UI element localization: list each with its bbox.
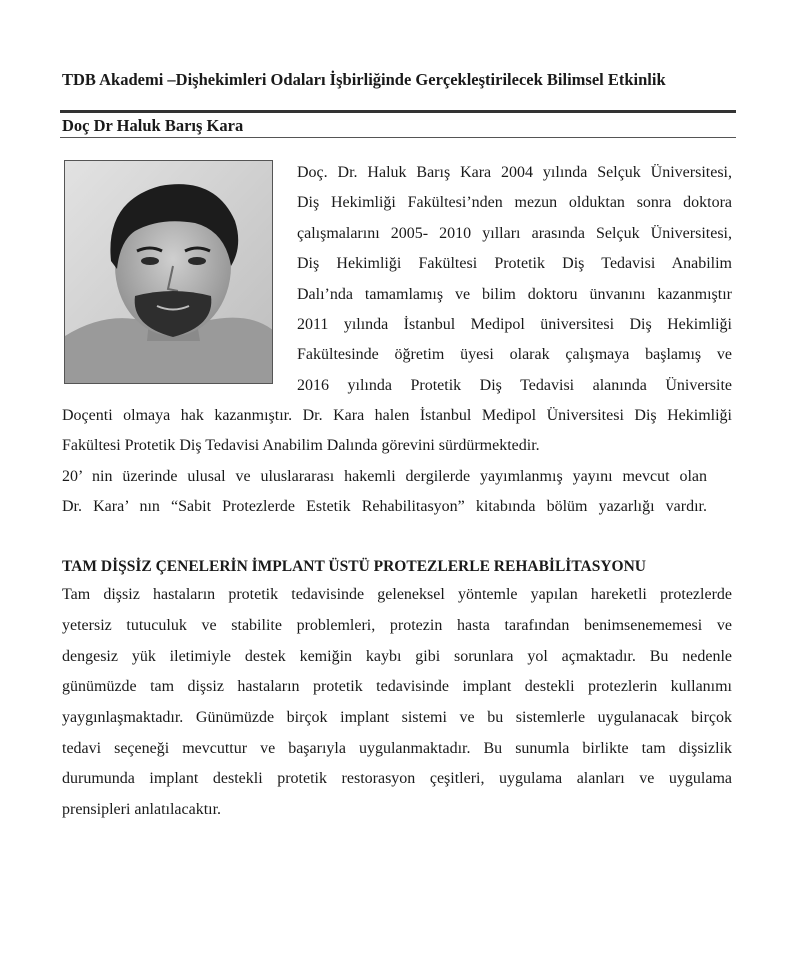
document-title: TDB Akademi –Dişhekimleri Odaları İşbirliğinde Gerçekleştirilecek Bilimsel Etkinlik [62,70,666,89]
bio-line: 2016 yılında Protetik Diş Tedavisi alanında Üniversite [297,377,732,394]
bio-line: Fakültesinde öğretim üyesi olarak çalışmaya başlamış ve [297,346,732,363]
author-divider [60,137,736,138]
author-name: Doç Dr Haluk Barış Kara [62,116,244,135]
section-line: günümüzde tam dişsiz hastaların protetik tedavisinde implant destekli protezlerin kullanımı [62,678,732,695]
header-divider [60,110,736,113]
section-line: Tam dişsiz hastaların protetik tedavisinde geleneksel yöntemle yapılan hareketli protezlerde [62,586,732,603]
bio-line: Diş Hekimliği Fakültesi’nden mezun olduktan sonra doktora [297,194,732,211]
section-line: tedavi seçeneği mevcuttur ve başarıyla uygulanmaktadır. Bu sunumla birlikte tam dişsizlik [62,740,732,757]
bio-line: 20’ nin üzerinde ulusal ve uluslararası hakemli dergilerde yayımlanmış yayını mevcut olan [62,468,707,485]
section-title: TAM DİŞSİZ ÇENELERİN İMPLANT ÜSTÜ PROTEZLERLE REHABİLİTASYONU [62,558,646,575]
section-line: yetersiz tutuculuk ve stabilite problemleri, protezin hasta tarafından benimsenememesi ve [62,617,732,634]
bio-line: Dr. Kara’ nın “Sabit Protezlerde Estetik Rehabilitasyon” kitabında bölüm yazarlığı vardır. [62,498,707,515]
bio-line: Dalı’nda tamamlamış ve bilim doktoru ünvanını kazanmıştır [297,286,732,303]
bio-line: çalışmalarını 2005- 2010 yılları arasında Selçuk Üniversitesi, [297,225,732,242]
bio-line: 2011 yılında İstanbul Medipol üniversitesi Diş Hekimliği [297,316,732,333]
author-portrait-photo [64,160,273,384]
section-line: dengesiz yük iletimiyle destek kemiğin kaybı gibi sorunlara yol açmaktadır. Bu nedenle [62,648,732,665]
section-line: durumunda implant destekli protetik restorasyon çeşitleri, uygulama alanları ve uygulama [62,770,732,787]
bio-line: Diş Hekimliği Fakültesi Protetik Diş Tedavisi Anabilim [297,255,732,272]
bio-line: Doç. Dr. Haluk Barış Kara 2004 yılında Selçuk Üniversitesi, [297,164,732,181]
section-line: yaygınlaşmaktadır. Günümüzde birçok implant sistemi ve bu sistemlerle uygulanacak birçok [62,709,732,726]
bio-line: Doçenti olmaya hak kazanmıştır. Dr. Kara halen İstanbul Medipol Üniversitesi Diş Hekimliği [62,407,732,424]
section-line: prensipleri anlatılacaktır. [62,801,222,818]
bio-line: Fakültesi Protetik Diş Tedavisi Anabilim Dalında görevini sürdürmektedir. [62,437,540,454]
